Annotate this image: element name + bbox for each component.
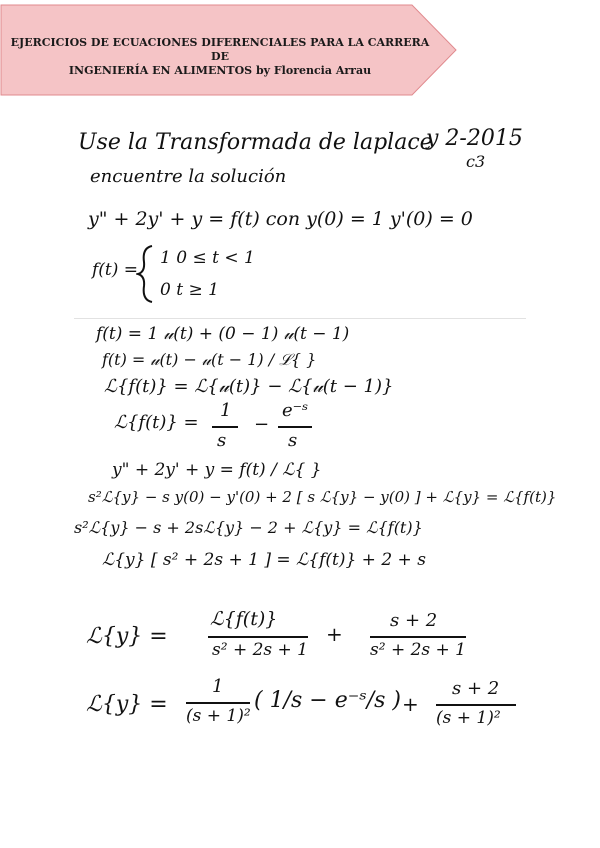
handwritten-page <box>74 108 557 748</box>
step-4-lhs: ℒ{f(t)} = <box>114 412 199 433</box>
step-10-plus: + <box>402 692 419 716</box>
step-9-bar-1 <box>208 636 308 638</box>
step-4-frac-b-bar <box>278 426 312 428</box>
step-5: y" + 2y' + y = f(t) / ℒ{ } <box>112 460 322 480</box>
step-10-bar <box>186 702 250 704</box>
problem-tag: y 2-2015 <box>426 126 523 151</box>
document-title <box>0 36 440 78</box>
title-line-1: EJERCICIOS DE ECUACIONES DIFERENCIALES PARA LA CARRERA DE <box>10 36 430 63</box>
step-4-minus: − <box>254 414 270 435</box>
step-7: s²ℒ{y} − s + 2sℒ{y} − 2 + ℒ{y} = ℒ{f(t)} <box>74 518 423 537</box>
section-divider <box>74 318 526 319</box>
piecewise-label: f(t) = <box>92 260 139 280</box>
step-9-den-2: s² + 2s + 1 <box>370 640 466 660</box>
step-2: f(t) = 𝓊(t) − 𝓊(t − 1) / ℒ{ } <box>102 350 317 369</box>
problem-line-2: encuentre la solución <box>90 166 287 187</box>
step-1: f(t) = 1 𝓊(t) + (0 − 1) 𝓊(t − 1) <box>96 324 350 344</box>
step-4-frac-a-den: s <box>217 430 227 451</box>
step-9-num-1: ℒ{f(t)} <box>210 608 278 630</box>
problem-line-1: Use la Transformada de laplace <box>78 130 433 155</box>
step-10-paren: ( 1/s − e⁻ˢ/s ) <box>254 688 402 713</box>
step-4-frac-a-bar <box>212 426 238 428</box>
piecewise-brace <box>136 244 156 304</box>
step-9-lhs: ℒ{y} = <box>86 624 168 649</box>
step-3: ℒ{f(t)} = ℒ{𝓊(t)} − ℒ{𝓊(t − 1)} <box>104 376 394 397</box>
step-10-bar-2 <box>436 704 516 706</box>
step-6: s²ℒ{y} − s y(0) − y'(0) + 2 [ s ℒ{y} − y(0) ] + ℒ{y} = ℒ{f(t)} <box>88 488 557 506</box>
step-9-plus: + <box>326 622 343 646</box>
step-10-den: (s + 1)² <box>186 706 251 726</box>
step-9-den-1: s² + 2s + 1 <box>212 640 308 660</box>
title-line-2: INGENIERÍA EN ALIMENTOS by Florencia Arrau <box>68 64 372 77</box>
problem-equation: y" + 2y' + y = f(t) con y(0) = 1 y'(0) = 0 <box>88 208 473 230</box>
piecewise-case-2: 0 t ≥ 1 <box>160 280 219 300</box>
step-10-num: 1 <box>212 676 224 697</box>
step-10-num-2: s + 2 <box>452 678 500 699</box>
title-banner <box>0 4 458 96</box>
piecewise-case-1: 1 0 ≤ t < 1 <box>160 248 255 268</box>
step-10-den-2: (s + 1)² <box>436 708 501 728</box>
step-4-frac-b-den: s <box>288 430 298 451</box>
step-9-bar-2 <box>370 636 466 638</box>
step-10-lhs: ℒ{y} = <box>86 692 168 717</box>
step-8: ℒ{y} [ s² + 2s + 1 ] = ℒ{f(t)} + 2 + s <box>102 550 426 570</box>
step-4-frac-a-num: 1 <box>220 400 232 421</box>
step-4-frac-b-num: e⁻ˢ <box>282 400 309 421</box>
step-9-num-2: s + 2 <box>390 610 438 631</box>
problem-tag-sub: c3 <box>466 152 486 171</box>
